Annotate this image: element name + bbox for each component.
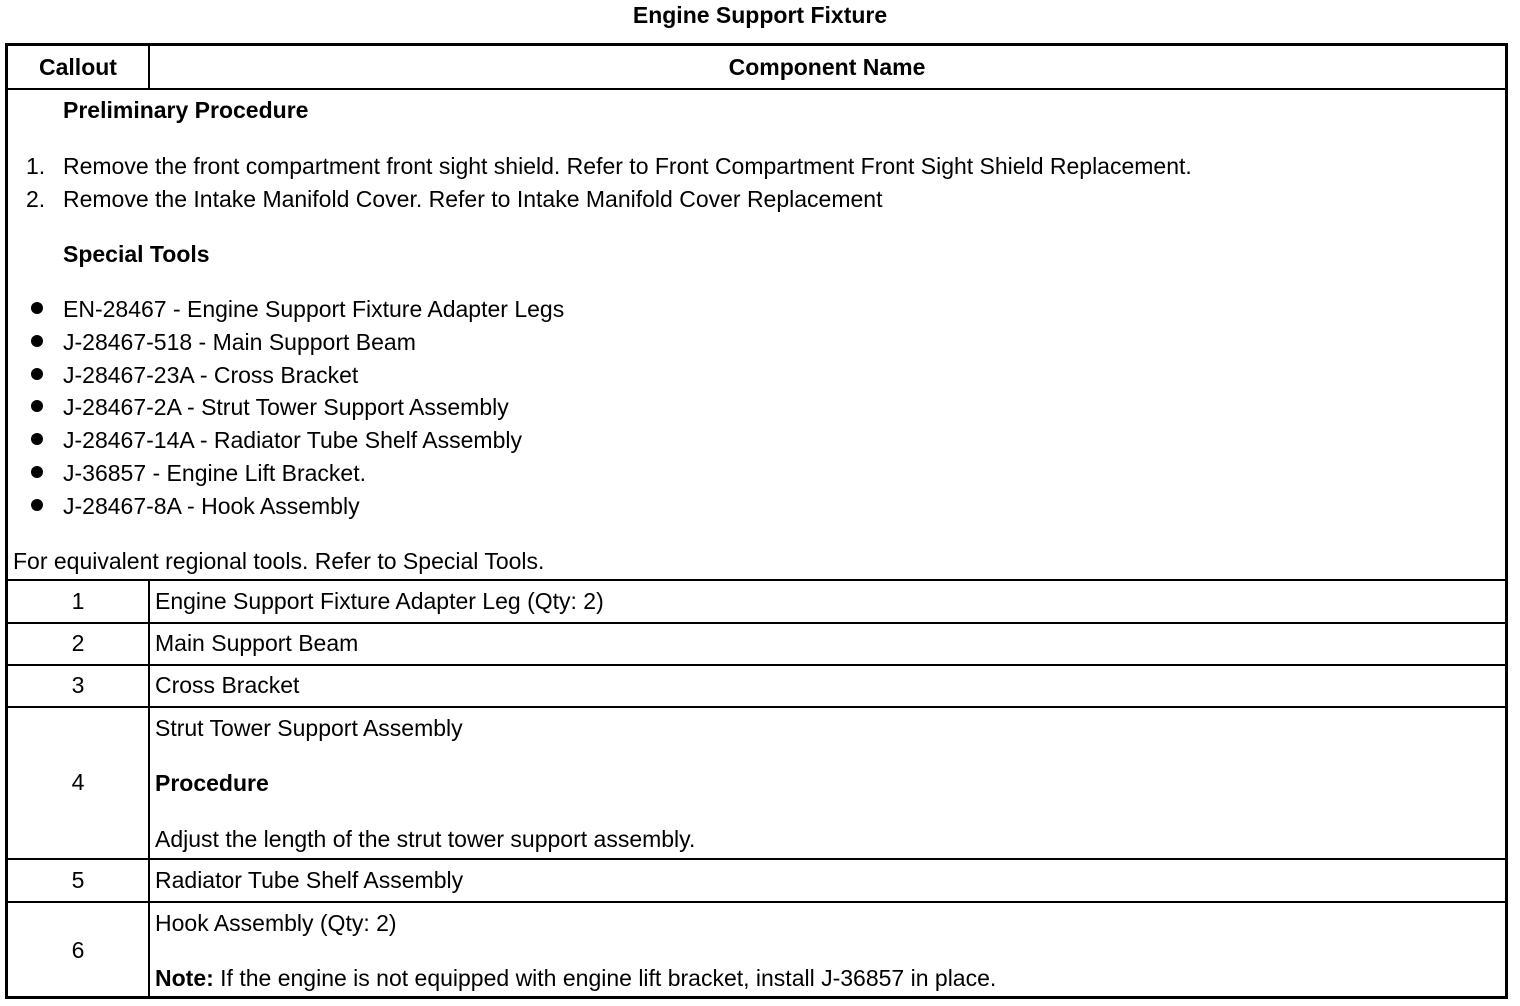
callout-number: 4 bbox=[71, 769, 85, 795]
bullet-icon bbox=[31, 302, 43, 314]
note bbox=[155, 965, 996, 992]
step-number: 1. bbox=[26, 153, 46, 179]
note-label: Note: bbox=[155, 965, 214, 991]
bullet-icon bbox=[31, 368, 43, 380]
component-name: Radiator Tube Shelf Assembly bbox=[155, 866, 464, 893]
divider bbox=[148, 579, 150, 999]
tool-item: J-28467-8A - Hook Assembly bbox=[63, 493, 360, 519]
table-header-row bbox=[8, 46, 1505, 89]
tool-item: EN-28467 - Engine Support Fixture Adapter Legs bbox=[63, 296, 565, 322]
callout-number: 3 bbox=[71, 672, 85, 698]
component-name: Hook Assembly (Qty: 2) bbox=[155, 910, 397, 936]
tool-item: J-28467-14A - Radiator Tube Shelf Assembly bbox=[63, 427, 522, 453]
component-table bbox=[5, 43, 1508, 999]
component-name: Cross Bracket bbox=[155, 672, 300, 698]
bullet-icon bbox=[31, 466, 43, 478]
header-callout: Callout bbox=[39, 54, 117, 80]
callout-number: 6 bbox=[71, 937, 85, 963]
divider bbox=[148, 46, 150, 89]
bullet-icon bbox=[31, 400, 43, 412]
procedure-text: Adjust the length of the strut tower support assembly. bbox=[155, 826, 696, 852]
component-name-block bbox=[155, 902, 1499, 999]
preliminary-heading: Preliminary Procedure bbox=[63, 97, 309, 123]
procedure-heading: Procedure bbox=[155, 770, 269, 796]
callout-number: 5 bbox=[71, 866, 85, 893]
tool-item: J-28467-23A - Cross Bracket bbox=[63, 362, 359, 388]
component-name: Engine Support Fixture Adapter Leg (Qty: 2) bbox=[155, 587, 604, 614]
special-tools-heading: Special Tools bbox=[63, 241, 210, 267]
component-name: Strut Tower Support Assembly bbox=[155, 715, 463, 741]
tool-item: J-28467-518 - Main Support Beam bbox=[63, 329, 416, 355]
step-text: Remove the Intake Manifold Cover. Refer to Intake Manifold Cover Replacement bbox=[63, 186, 883, 212]
tool-item: J-28467-2A - Strut Tower Support Assembly bbox=[63, 394, 509, 420]
callout-number: 1 bbox=[71, 587, 85, 614]
component-name: Main Support Beam bbox=[155, 630, 359, 656]
preliminary-section bbox=[8, 89, 1505, 579]
document-title: Engine Support Fixture bbox=[632, 2, 888, 28]
header-component-name: Component Name bbox=[728, 54, 926, 80]
step-text: Remove the front compartment front sight shield. Refer to Front Compartment Front Sight Shield Replacement. bbox=[63, 153, 1192, 179]
step-number: 2. bbox=[26, 186, 46, 212]
callout-number: 2 bbox=[71, 630, 85, 656]
component-name-block bbox=[155, 707, 1499, 858]
bullet-icon bbox=[31, 499, 43, 511]
note-text: If the engine is not equipped with engine lift bracket, install J-36857 in place. bbox=[213, 965, 997, 991]
bullet-icon bbox=[31, 433, 43, 445]
regional-tools-note: For equivalent regional tools. Refer to Special Tools. bbox=[13, 548, 545, 574]
tool-item: J-36857 - Engine Lift Bracket. bbox=[63, 460, 366, 486]
bullet-icon bbox=[31, 335, 43, 347]
